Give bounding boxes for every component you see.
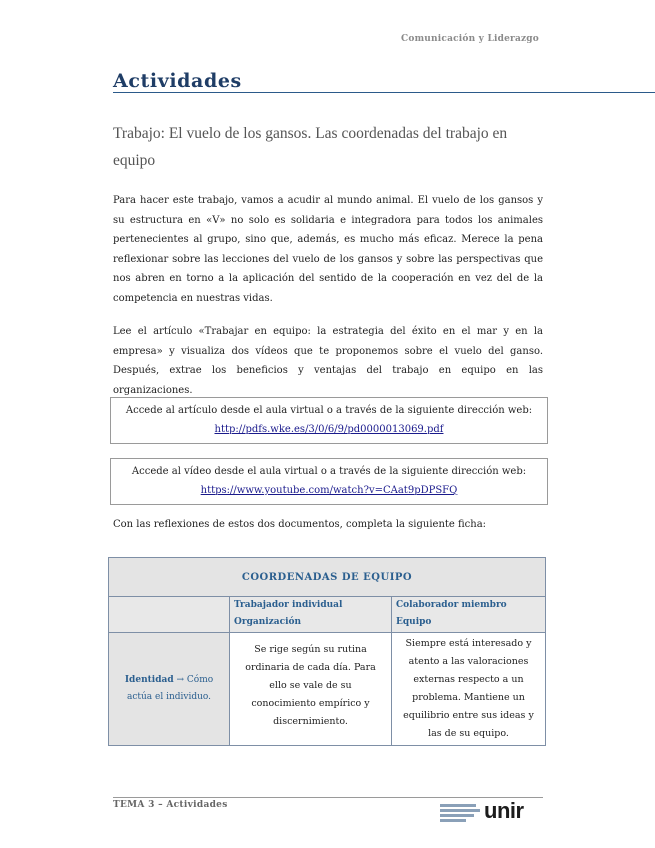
instructions-paragraph: Lee el artículo «Trabajar en equipo: la estrategia del éxito en el mar y en la empresa» y visualiza dos vídeos que te proponemos sobre el vuelo del ganso. Después, extrae los beneficios y ventajas del trabajo en equipo en las organizaciones. bbox=[113, 326, 543, 396]
table-corner-cell bbox=[109, 597, 230, 633]
logo-mark-icon bbox=[440, 804, 480, 824]
worksheet-intro: Con las reflexiones de estos dos documentos, completa la siguiente ficha: bbox=[113, 519, 487, 530]
video-link-box bbox=[110, 458, 548, 505]
row-header-bold: Identidad bbox=[124, 675, 174, 685]
unir-logo bbox=[440, 798, 544, 828]
column-header-collaborator: Colaborador miembro Equipo bbox=[392, 597, 546, 633]
running-header: Comunicación y Liderazgo bbox=[401, 34, 539, 44]
footer-rule bbox=[113, 797, 543, 798]
intro-paragraph: Para hacer este trabajo, vamos a acudir al mundo animal. El vuelo de los gansos y su estructura en «V» no solo es solidaria e integradora para todos los animales pertenecientes al grupo, sino que, además, es mucho más eficaz. Merece la pena reflexionar sobre las lecciones del vuelo de los gansos y sobre las perspectivas que nos abren en torno a la aplicación del sentido de la cooperación en vez del de la competencia en nuestras vidas. bbox=[113, 195, 543, 304]
section-title-rule bbox=[113, 92, 655, 93]
row-header-rest: → Cómo actúa el individuo. bbox=[126, 675, 214, 702]
logo-wordmark: unir bbox=[484, 798, 524, 823]
article-link[interactable]: http://pdfs.wke.es/3/0/6/9/pd0000013069.pdf bbox=[214, 424, 444, 435]
article-link-text: Accede al artículo desde el aula virtual o a través de la siguiente dirección web: bbox=[125, 405, 533, 416]
row-header-identity bbox=[109, 633, 230, 746]
coordinates-table bbox=[108, 557, 546, 746]
footer-text: TEMA 3 – Actividades bbox=[113, 800, 228, 810]
table-row bbox=[109, 633, 546, 746]
column-header-individual: Trabajador individual Organización bbox=[230, 597, 392, 633]
activity-subtitle: Trabajo: El vuelo de los gansos. Las coordenadas del trabajo en equipo bbox=[113, 125, 508, 169]
table-title: COORDENADAS DE EQUIPO bbox=[109, 558, 546, 597]
cell-collaborator: Siempre está interesado y atento a las valoraciones externas respecto a un problema. Mantiene un equilibrio entre sus ideas y las de su equipo. bbox=[392, 633, 546, 746]
video-link-text: Accede al vídeo desde el aula virtual o a través de la siguiente dirección web: bbox=[131, 466, 527, 477]
video-link[interactable]: https://www.youtube.com/watch?v=CAat9pDPSFQ bbox=[200, 485, 458, 496]
section-title: Actividades bbox=[113, 70, 242, 92]
cell-individual: Se rige según su rutina ordinaria de cada día. Para ello se vale de su conocimiento empírico y discernimiento. bbox=[230, 633, 392, 746]
article-link-box bbox=[110, 397, 548, 444]
